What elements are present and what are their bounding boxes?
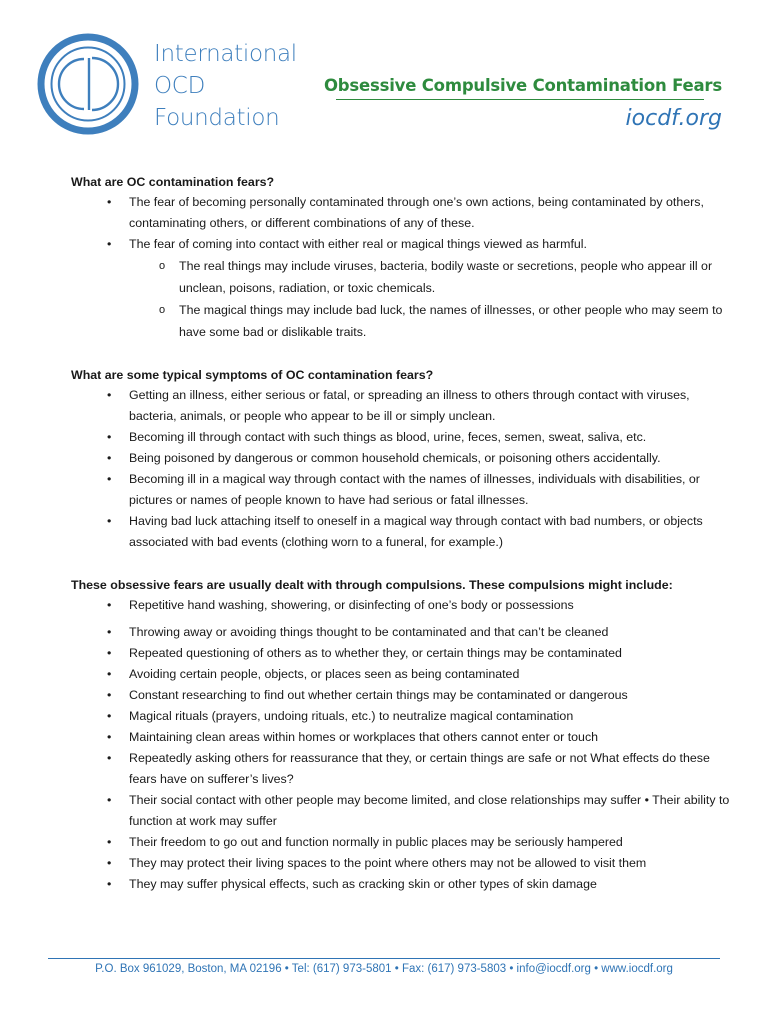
sub-list-item: o The real things may include viruses, bacteria, bodily waste or secretions, people who appear ill or unclean, poisons, radiation, or toxic chemicals. — [71, 255, 731, 299]
list-item: • Their social contact with other people may become limited, and close relationships may suffer • Their ability to function at work may suffer — [71, 790, 731, 832]
list-item: • Getting an illness, either serious or fatal, or spreading an illness to others through contact with viruses, bacteria, animals, or people who appear to be ill or simply unclean. — [71, 385, 731, 427]
list-item: • Their freedom to go out and function normally in public places may be seriously hampered — [71, 832, 731, 853]
logo-line-1: International — [154, 41, 297, 67]
logo-line-2: OCD — [154, 73, 205, 99]
bullet-list — [71, 385, 731, 553]
list-item: • Avoiding certain people, objects, or places seen as being contaminated — [71, 664, 731, 685]
list-item: • Becoming ill through contact with such things as blood, urine, feces, semen, sweat, saliva, etc. — [71, 427, 731, 448]
site-link[interactable]: iocdf.org — [625, 106, 722, 131]
main-content — [71, 172, 731, 895]
bullet-list — [71, 192, 731, 255]
section-heading: What are some typical symptoms of OC contamination fears? — [71, 368, 434, 382]
sub-list-item: o The magical things may include bad luck, the names of illnesses, or other people who may seem to have some bad or dislikable traits. — [71, 299, 731, 343]
logo-line-3: Foundation — [154, 105, 280, 131]
footer-contact: P.O. Box 961029, Boston, MA 02196 • Tel: (617) 973-5801 • Fax: (617) 973-5803 • info@iocdf.org • www.iocdf.org — [95, 963, 673, 975]
list-item: • Repeatedly asking others for reassurance that they, or certain things are safe or not What effects do these fears have on sufferer’s lives? — [71, 748, 731, 790]
bullet-list — [71, 595, 731, 616]
list-item: • Repetitive hand washing, showering, or disinfecting of one’s body or possessions — [71, 595, 731, 616]
section-heading: What are OC contamination fears? — [71, 175, 275, 189]
cd-circle-logo-icon — [36, 32, 140, 136]
bullet-list — [71, 622, 731, 895]
list-item: • They may protect their living spaces to the point where others may not be allowed to visit them — [71, 853, 731, 874]
sub-bullet-list — [71, 255, 731, 343]
list-item: • Being poisoned by dangerous or common household chemicals, or poisoning others accidentally. — [71, 448, 731, 469]
list-item: • The fear of coming into contact with either real or magical things viewed as harmful. — [71, 234, 731, 255]
list-item: • Throwing away or avoiding things thought to be contaminated and that can’t be cleaned — [71, 622, 731, 643]
document-title: Obsessive Compulsive Contamination Fears — [323, 76, 722, 95]
section-heading: These obsessive fears are usually dealt with through compulsions. These compulsions might include: — [71, 578, 673, 592]
list-item: • Becoming ill in a magical way through contact with the names of illnesses, individuals with disabilities, or pictures or names of people known to have had serious or fatal illnesses. — [71, 469, 731, 511]
list-item: • Repeated questioning of others as to whether they, or certain things may be contaminated — [71, 643, 731, 664]
list-item: • Having bad luck attaching itself to oneself in a magical way through contact with bad numbers, or objects associated with bad events (clothing worn to a funeral, for example.) — [71, 511, 731, 553]
list-item: • Magical rituals (prayers, undoing rituals, etc.) to neutralize magical contamination — [71, 706, 731, 727]
list-item: • Constant researching to find out whether certain things may be contaminated or dangerous — [71, 685, 731, 706]
footer-divider — [48, 958, 720, 959]
list-item: • The fear of becoming personally contaminated through one’s own actions, being contaminated by others, contaminating others, or different combinations of any of these. — [71, 192, 731, 234]
list-item: • Maintaining clean areas within homes or workplaces that others cannot enter or touch — [71, 727, 731, 748]
logo-wordmark — [154, 38, 297, 134]
title-divider — [336, 99, 704, 100]
list-item: • They may suffer physical effects, such as cracking skin or other types of skin damage — [71, 874, 731, 895]
